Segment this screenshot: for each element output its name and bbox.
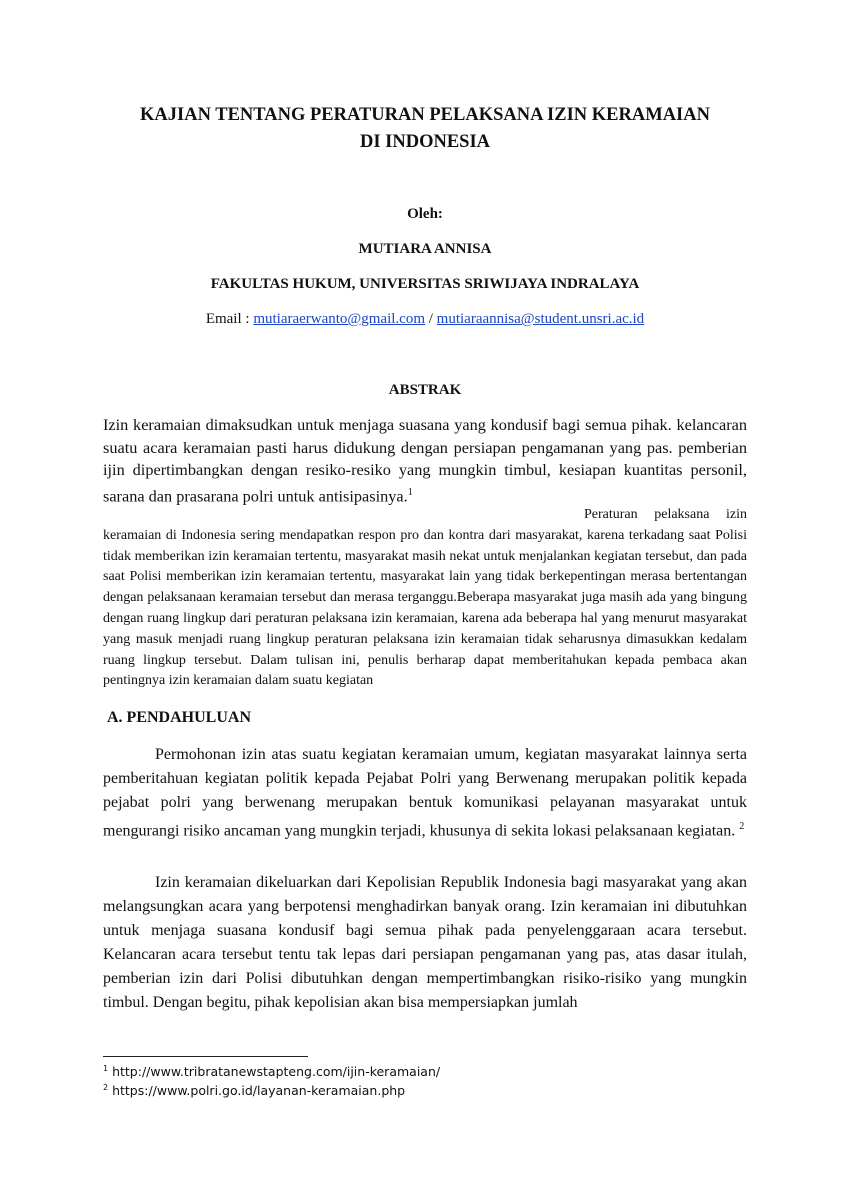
author-affiliation: FAKULTAS HUKUM, UNIVERSITAS SRIWIJAYA INDRALAYA	[210, 276, 640, 292]
email-separator: /	[425, 311, 437, 327]
section-heading: A. PENDAHULUAN	[107, 709, 251, 726]
email-label: Email :	[205, 311, 254, 327]
paper-title	[100, 102, 750, 156]
email-line	[100, 311, 750, 328]
footnote-1-url[interactable]: http://www.tribratanewstapteng.com/ijin-keramaian/	[112, 1064, 441, 1080]
paragraph-1	[103, 743, 747, 843]
footnote-divider	[103, 1056, 308, 1057]
abstract-part-2: Peraturan pelaksana izin keramaian di Indonesia sering mendapatkan respon pro dan kontra dari masyarakat, karena terkadang saat Polisi tidak memberikan izin keramaian tertentu, masyarakat masih nekat untuk menjalankan kegiatan tersebut, dan pada saat Polisi memberikan izin keramaian tertentu, masyarakat lain yang tidak berkepentingan merasa bertentangan dengan pelaksanaan keramaian tersebut dan merasa terganggu.Beberapa masyarakat juga masih ada yang bingung dengan ruang lingkup dari peraturan pelaksana izin keramaian, karena ada beberapa hal yang menurut masyarakat yang masuk menjadi ruang lingkup peraturan pelaksana izin keramaian tidak seharusnya dimasukkan kedalam ruang lingkup tersebut. Dalam tulisan ini, penulis berharap dapat memberitahukan kepada pembaca akan pentingnya izin keramaian dalam suatu kegiatan	[103, 507, 747, 689]
footnote-2-number: 2	[103, 1083, 109, 1092]
email-link-1[interactable]: mutiaraerwanto@gmail.com	[253, 311, 425, 327]
abstract-heading: ABSTRAK	[388, 382, 462, 398]
by-label: Oleh:	[407, 206, 443, 222]
title-line-1: KAJIAN TENTANG PERATURAN PELAKSANA IZIN KERAMAIAN	[140, 105, 710, 125]
footnote-1-number: 1	[103, 1064, 109, 1073]
paragraph-2: Izin keramaian dikeluarkan dari Kepolisian Republik Indonesia bagi masyarakat yang akan melangsungkan acara yang berpotensi menghadirkan banyak orang. Izin keramaian ini dibutuhkan untuk menjaga suasana kondusif bagi semua pihak pada penyelenggaraan acara tersebut. Kelancaran acara tersebut tentu tak lepas dari persiapan pengamanan yang pas, atas dasar itulah, pemberian izin dari Polisi dibutuhkan dengan mempertimbangkan risiko-risiko yang mungkin timbul. Dengan begitu, pihak kepolisian akan bisa mempersiapkan jumlah	[103, 874, 747, 1011]
author-name: MUTIARA ANNISA	[358, 241, 492, 257]
email-link-2[interactable]: mutiaraannisa@student.unsri.ac.id	[436, 311, 645, 327]
footnote-ref-1[interactable]: 1	[407, 486, 413, 498]
footnote-ref-2[interactable]: 2	[739, 820, 745, 832]
title-line-2: DI INDONESIA	[359, 132, 491, 152]
footnote-1	[103, 1064, 440, 1079]
abstract-part-1	[103, 414, 747, 508]
footnote-2-url[interactable]: https://www.polri.go.id/layanan-keramaian.php	[112, 1083, 406, 1099]
footnote-2	[103, 1083, 405, 1098]
abstract-text-1: Izin keramaian dimaksudkan untuk menjaga suasana yang kondusif bagi semua pihak. kelancaran suatu acara keramaian pasti harus didukung dengan persiapan pengamanan yang pas. pemberian ijin dipertimbangkan dengan resiko-resiko yang mungkin timbul, kesiapan kuantitas personil, sarana dan prasarana polri untuk antisipasinya.	[103, 415, 747, 506]
paragraph-1-text: Permohonan izin atas suatu kegiatan keramaian umum, kegiatan masyarakat lainnya serta pemberitahuan kegiatan politik kepada Pejabat Polri yang Berwenang merupakan politik kepada pejabat polri yang berwenang merupakan bentuk komunikasi pelayanan masyarakat untuk mengurangi risiko ancaman yang mungkin terjadi, khusunya di sekita lokasi pelaksanaan kegiatan.	[103, 746, 747, 840]
